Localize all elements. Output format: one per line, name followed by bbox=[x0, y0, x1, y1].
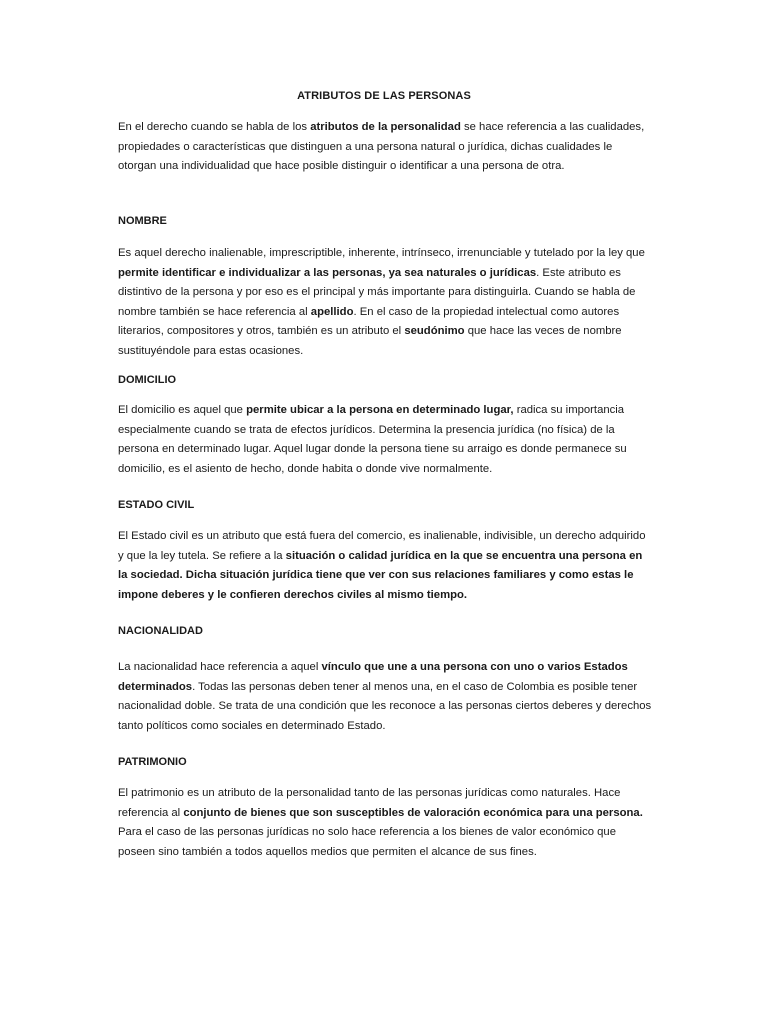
text-run: . En el caso de la propiedad intelectual como autores literarios, compositores y otros, también es un atributo el bbox=[118, 305, 620, 337]
document-title: ATRIBUTOS DE LAS PERSONAS bbox=[297, 90, 471, 102]
text-run: radica su importancia especialmente cuando se trata de efectos jurídicos. Determina la presencia jurídica (no física) de la persona en determinado lugar. Aquel lugar donde la persona tiene su arraigo es donde permanece su domicilio, es el asiento de hecho, donde habita o donde vive normalmente. bbox=[118, 404, 627, 475]
bold-text-run: permite ubicar a la persona en determinado lugar, bbox=[246, 404, 514, 416]
section-paragraph-patrimonio bbox=[118, 784, 652, 862]
text-run: El domicilio es aquel que bbox=[118, 404, 247, 416]
text-run: El patrimonio es un atributo de la personalidad tanto de las personas jurídicas como naturales. Hace referencia al bbox=[118, 787, 621, 819]
section-paragraph-nombre bbox=[118, 244, 652, 361]
section-heading-patrimonio: PATRIMONIO bbox=[118, 756, 187, 768]
section-paragraph-nacionalidad bbox=[118, 658, 652, 736]
section-heading-domicilio: DOMICILIO bbox=[118, 374, 177, 386]
section-heading-nombre: NOMBRE bbox=[118, 215, 167, 227]
bold-text-run: conjunto de bienes que son susceptibles de valoración económica para una persona. bbox=[183, 806, 643, 819]
bold-text-run: atributos de la personalidad bbox=[310, 121, 461, 133]
section-paragraph-estado-civil bbox=[118, 527, 652, 605]
intro-paragraph bbox=[118, 118, 652, 177]
text-run: Es aquel derecho inalienable, imprescriptible, inherente, intrínseco, irrenunciable y tutelado por la ley que bbox=[118, 247, 645, 259]
section-paragraph-domicilio bbox=[118, 401, 652, 479]
bold-text-run: apellido bbox=[310, 305, 354, 318]
text-run: se hace referencia a las cualidades, propiedades o características que distinguen a una persona natural o jurídica, dichas cualidades le otorgan una individualidad que hace posible distinguir o identificar a una persona de otra. bbox=[118, 121, 645, 172]
text-run: Para el caso de las personas jurídicas no solo hace referencia a los bienes de valor económico que poseen sino también a todos aquellos medios que permiten el alcance de sus fines. bbox=[118, 826, 616, 858]
text-run: . Este atributo es distintivo de la persona y por eso es el principal y más importante para distinguirla. Cuando se habla de nombre también se hace referencia al bbox=[118, 266, 636, 318]
text-run: que hace las veces de nombre sustituyéndole para estas ocasiones. bbox=[118, 325, 622, 357]
bold-text-run: seudónimo bbox=[404, 325, 465, 337]
section-heading-nacionalidad: NACIONALIDAD bbox=[118, 625, 203, 637]
bold-text-run: permite identificar e individualizar a las personas, ya sea naturales o jurídicas bbox=[118, 266, 537, 279]
bold-text-run: situación o calidad jurídica en la que se encuentra una persona en la sociedad. Dicha situación jurídica tiene que ver con sus relaciones familiares y como estas le impone deberes y le confieren derechos civiles al mismo tiempo. bbox=[118, 549, 643, 601]
text-run: El Estado civil es un atributo que está fuera del comercio, es inalienable, indivisible, un derecho adquirido y que la ley tutela. Se refiere a la bbox=[118, 530, 646, 562]
bold-text-run: vínculo que une a una persona con uno o varios Estados determinados bbox=[118, 661, 628, 693]
text-run: . Todas las personas deben tener al menos una, en el caso de Colombia es posible tener nacionalidad doble. Se trata de una condición que les reconoce a las personas ciertos deberes y derechos tanto políticos como sociales en determinado Estado. bbox=[118, 680, 652, 732]
text-run: En el derecho cuando se habla de los bbox=[118, 121, 311, 133]
section-heading-estado-civil: ESTADO CIVIL bbox=[118, 499, 195, 511]
text-run: La nacionalidad hace referencia a aquel bbox=[118, 661, 322, 673]
